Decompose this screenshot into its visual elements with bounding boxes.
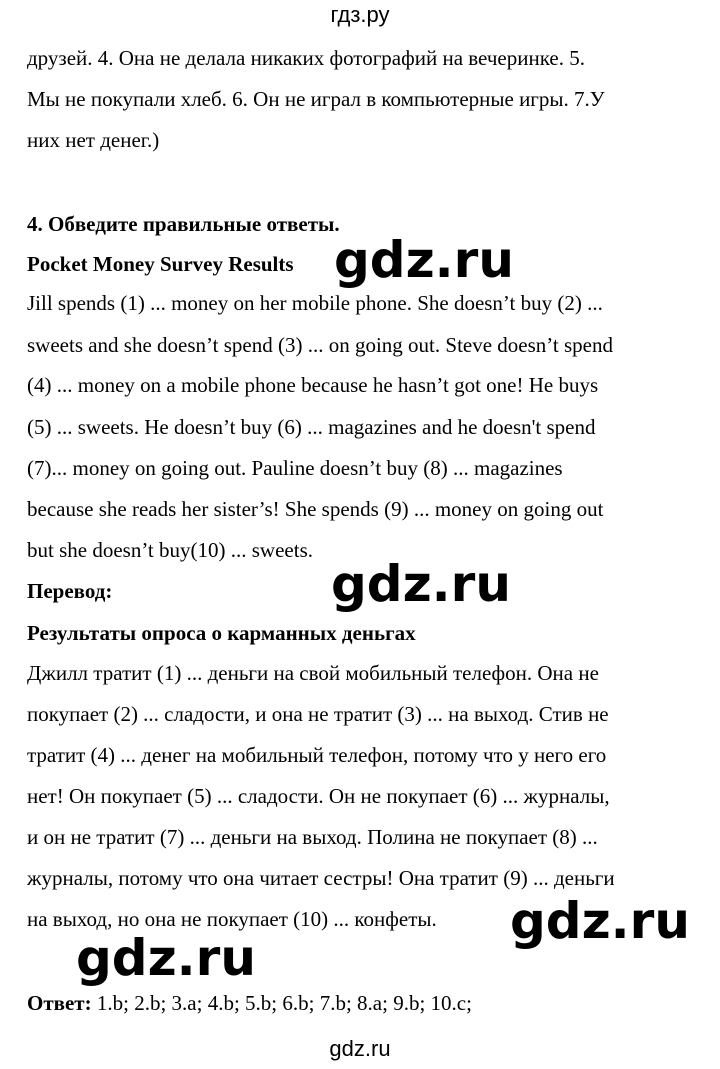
translation-text-line: тратит (4) ... денег на мобильный телефон, потому что у него его <box>27 743 607 767</box>
translation-text-line: покупает (2) ... сладости, и она не тратит (3) ... на выход. Стив не <box>27 702 609 726</box>
task-text-line: (4) ... money on a mobile phone because he hasn’t got one! He buys <box>27 373 599 397</box>
task-text-line: (5) ... sweets. He doesn’t buy (6) ... magazines and he doesn't spend <box>27 415 596 439</box>
watermark-logo: gdz.ru <box>334 231 514 289</box>
task-title: Pocket Money Survey Results <box>27 252 294 276</box>
intro-line: Мы не покупали хлеб. 6. Он не играл в компьютерные игры. 7.У <box>27 87 605 111</box>
translation-label: Перевод: <box>27 579 113 603</box>
site-footer: gdz.ru <box>329 1036 391 1061</box>
watermark-logo: gdz.ru <box>76 929 256 987</box>
translation-text-line: нет! Он покупает (5) ... сладости. Он не покупает (6) ... журналы, <box>27 784 610 808</box>
translation-title: Результаты опроса о карманных деньгах <box>27 621 416 645</box>
translation-text-line: и он не тратит (7) ... деньги на выход. Полина не покупает (8) ... <box>27 825 598 849</box>
task-text-line: sweets and she doesn’t spend (3) ... on going out. Steve doesn’t spend <box>27 333 613 357</box>
intro-line: них нет денег.) <box>27 128 160 152</box>
task-text-line: but she doesn’t buy(10) ... sweets. <box>27 538 313 562</box>
task-text-line: Jill spends (1) ... money on her mobile phone. She doesn’t buy (2) ... <box>27 291 603 315</box>
translation-text-line: Джилл тратит (1) ... деньги на свой мобильный телефон. Она не <box>27 661 599 685</box>
answer-line <box>27 989 699 1017</box>
answer-value: 1.b; 2.b; 3.a; 4.b; 5.b; 6.b; 7.b; 8.a; 9.b; 10.c; <box>91 991 472 1015</box>
translation-text-line: журналы, потому что она читает сестры! Она тратит (9) ... деньги <box>27 866 615 890</box>
intro-line: друзей. 4. Она не делала никаких фотографий на вечеринке. 5. <box>27 46 585 70</box>
site-header: гдз.ру <box>330 2 390 27</box>
task-heading: 4. Обведите правильные ответы. <box>27 212 340 236</box>
task-text-line: (7)... money on going out. Pauline doesn’t buy (8) ... magazines <box>27 456 563 480</box>
watermark-logo: gdz.ru <box>331 555 511 613</box>
answer-label: Ответ: <box>27 991 92 1015</box>
translation-text-line: на выход, но она не покупает (10) ... конфеты. <box>27 907 437 931</box>
task-text-line: because she reads her sister’s! She spends (9) ... money on going out <box>27 497 604 521</box>
watermark-logo: gdz.ru <box>510 892 690 950</box>
